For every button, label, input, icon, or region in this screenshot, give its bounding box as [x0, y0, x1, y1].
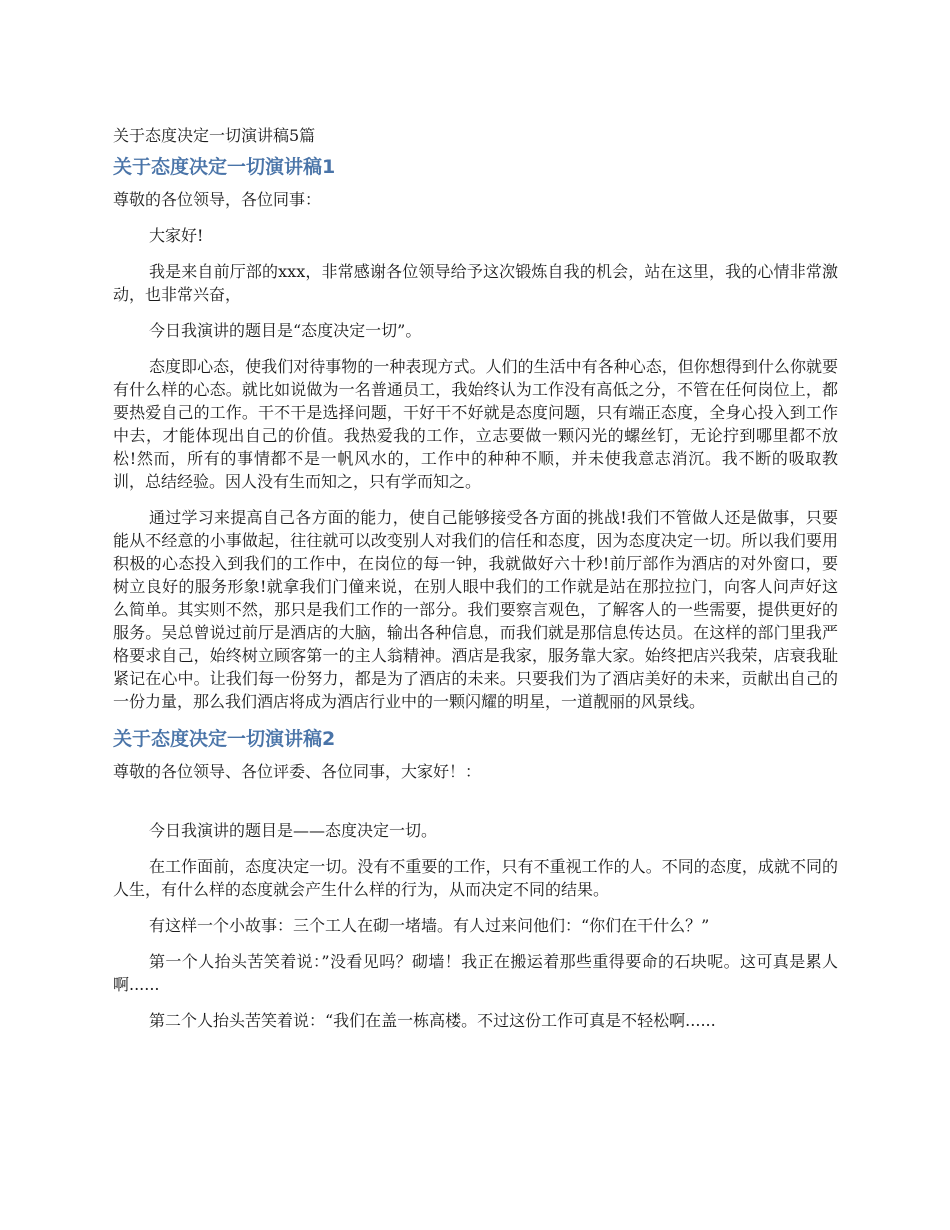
body-paragraph: 态度即心态，使我们对待事物的一种表现方式。人们的生活中有各种心态，但你想得到什么你就要有什么样的心态。就比如说做为一名普通员工，我始终认为工作没有高低之分，不管在任何岗位上，都要热爱自己的工作。干不干是选择问题，干好干不好就是态度问题，只有端正态度，全身心投入到工作中去，才能体现出自己的价值。我热爱我的工作，立志要做一颗闪光的螺丝钉，无论拧到哪里都不放松!然而，所有的事情都不是一帆风水的，工作中的种种不顺，并未使我意志消沉。我不断的吸取教训，总结经验。因人没有生而知之，只有学而知之。	[113, 357, 838, 491]
body-paragraph: 第二个人抬头苦笑着说：“我们在盖一栋高楼。不过这份工作可真是不轻松啊......	[149, 1011, 716, 1030]
body-paragraph: 通过学习来提高自己各方面的能力，使自己能够接受各方面的挑战!我们不管做人还是做事，只要能从不经意的小事做起，往往就可以改变别人对我们的信任和态度，因为态度决定一切。所以我们要用积极的心态投入到我们的工作中，在岗位的每一钟，我就做好六十秒!前厅部作为酒店的对外窗口，要树立良好的服务形象!就拿我们门僮来说，在别人眼中我们的工作就是站在那拉拉门，向客人问声好这么简单。其实则不然，那只是我们工作的一部分。我们要察言观色，了解客人的一些需要，提供更好的服务。吴总曾说过前厅是酒店的大脑，输出各种信息，而我们就是那信息传达员。在这样的部门里我严格要求自己，始终树立顾客第一的主人翁精神。酒店是我家，服务靠大家。始终把店兴我荣，店衰我耻紧记在心中。让我们每一份努力，都是为了酒店的未来。只要我们为了酒店美好的未来，贡献出自己的一份力量，那么我们酒店将成为酒店行业中的一颗闪耀的明星，一道靓丽的风景线。	[113, 508, 838, 711]
greeting: 大家好!	[149, 226, 204, 245]
body-paragraph: 今日我演讲的题目是“态度决定一切”。	[149, 321, 422, 340]
body-paragraph: 我是来自前厅部的xxx，非常感谢各位领导给予这次锻炼自我的机会，站在这里，我的心情非常激动，也非常兴奋，	[113, 262, 838, 304]
body-paragraph: 第一个人抬头苦笑着说：”没看见吗？砌墙！我正在搬运着那些重得要命的石块呢。这可真是累人啊......	[113, 952, 838, 994]
salutation: 尊敬的各位领导、各位评委、各位同事，大家好！：	[113, 762, 482, 781]
salutation: 尊敬的各位领导，各位同事：	[113, 190, 322, 209]
document-page	[113, 124, 838, 1045]
section-heading-2: 关于态度决定一切演讲稿2	[113, 728, 336, 750]
body-paragraph: 在工作面前，态度决定一切。没有不重要的工作，只有不重视工作的人。不同的态度，成就不同的人生，有什么样的态度就会产生什么样的行为，从而决定不同的结果。	[113, 857, 838, 899]
blank-line	[113, 796, 838, 819]
body-paragraph: 今日我演讲的题目是——态度决定一切。	[149, 821, 438, 840]
body-paragraph: 有这样一个小故事：三个工人在砌一堵墙。有人过来问他们：“你们在干什么？”	[149, 916, 710, 935]
section-heading-1: 关于态度决定一切演讲稿1	[113, 156, 336, 178]
document-title: 关于态度决定一切演讲稿5篇	[113, 126, 316, 145]
